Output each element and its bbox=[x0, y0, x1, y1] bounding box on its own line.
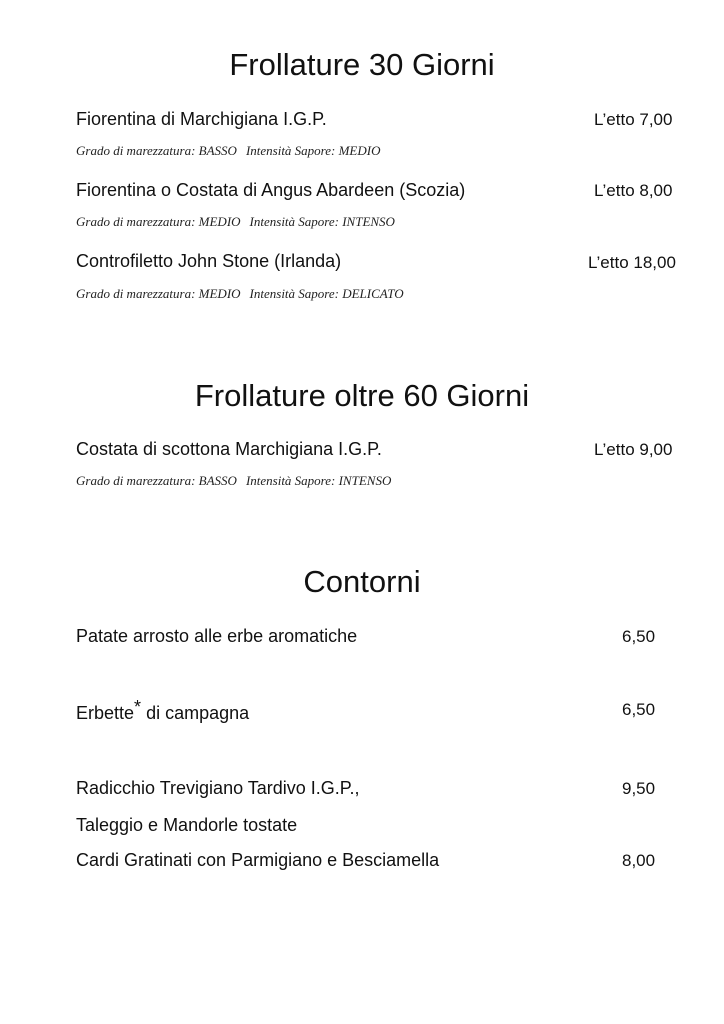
flavor-intensity: Intensità Sapore: MEDIO bbox=[245, 143, 381, 158]
item-name: Controfiletto John Stone (Irlanda) bbox=[76, 251, 342, 271]
item-name-line2: Taleggio e Mandorle tostate bbox=[76, 815, 298, 835]
flavor-intensity: Intensità Sapore: INTENSO bbox=[245, 473, 392, 488]
item-price: 9,50 bbox=[622, 779, 656, 798]
flavor-intensity: Intensità Sapore: INTENSO bbox=[249, 214, 395, 229]
item-name: Cardi Gratinati con Parmigiano e Besciamella bbox=[76, 850, 440, 870]
item-price: L’etto 7,00 bbox=[594, 110, 673, 129]
item-meta bbox=[76, 286, 404, 302]
asterisk-mark: * bbox=[134, 697, 142, 717]
item-price: 6,50 bbox=[622, 627, 656, 646]
section-title: Frollature oltre 60 Giorni bbox=[194, 378, 530, 413]
section-title: Frollature 30 Giorni bbox=[229, 47, 495, 82]
item-price: L’etto 9,00 bbox=[594, 440, 673, 459]
item-price: L’etto 18,00 bbox=[588, 253, 676, 272]
item-name: Radicchio Trevigiano Tardivo I.G.P., bbox=[76, 778, 360, 798]
item-name: Fiorentina o Costata di Angus Abardeen (Scozia) bbox=[76, 180, 466, 200]
item-price: 6,50 bbox=[622, 700, 656, 719]
item-meta bbox=[76, 214, 395, 230]
item-name bbox=[76, 697, 250, 724]
item-name-main: Erbette bbox=[76, 703, 135, 723]
marbling-grade: Grado di marezzatura: BASSO bbox=[76, 143, 237, 158]
item-meta bbox=[76, 473, 391, 489]
marbling-grade: Grado di marezzatura: BASSO bbox=[76, 473, 237, 488]
item-name: Patate arrosto alle erbe aromatiche bbox=[76, 626, 358, 646]
item-price: 8,00 bbox=[622, 851, 656, 870]
marbling-grade: Grado di marezzatura: MEDIO bbox=[76, 286, 241, 301]
section-title: Contorni bbox=[303, 564, 421, 599]
item-meta bbox=[76, 143, 380, 159]
item-name: Costata di scottona Marchigiana I.G.P. bbox=[76, 439, 382, 459]
flavor-intensity: Intensità Sapore: DELICATO bbox=[249, 286, 404, 301]
item-name-suffix: di campagna bbox=[141, 703, 250, 723]
marbling-grade: Grado di marezzatura: MEDIO bbox=[76, 214, 241, 229]
item-price: L’etto 8,00 bbox=[594, 181, 673, 200]
item-name: Fiorentina di Marchigiana I.G.P. bbox=[76, 109, 327, 129]
